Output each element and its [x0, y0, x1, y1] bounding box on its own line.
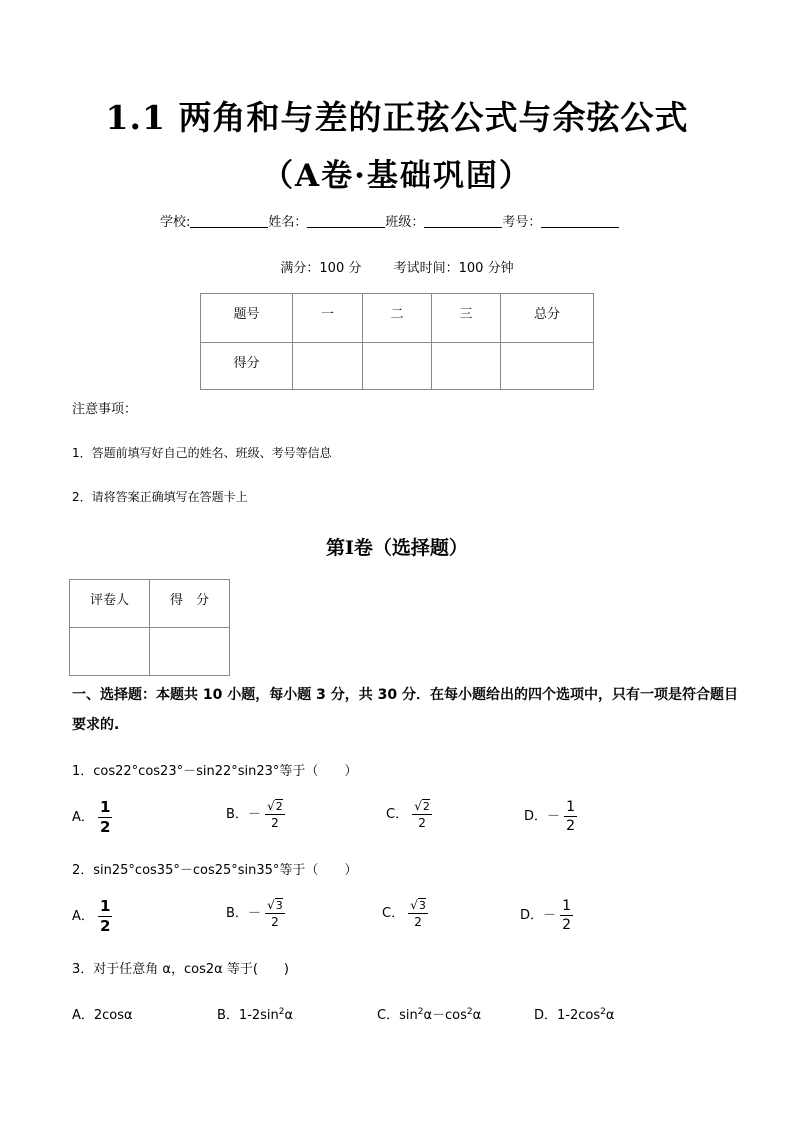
note-item: 2．请将答案正确填写在答题卡上 [72, 490, 248, 504]
score-input-cell[interactable] [501, 343, 594, 390]
sqrt-symbol: √3 [267, 898, 283, 912]
score-table-header-cell: 二 [363, 294, 432, 343]
numerator [408, 899, 428, 914]
denominator: 2 [100, 917, 111, 935]
numerator: 1 [562, 898, 572, 914]
denominator: 2 [414, 915, 422, 929]
name-blank[interactable] [307, 214, 385, 228]
numerator [265, 800, 285, 815]
school-label: 学校: [160, 215, 191, 230]
option-label: C． [386, 807, 409, 822]
sqrt-symbol: √2 [267, 799, 283, 813]
school-blank[interactable] [190, 214, 268, 228]
exponent: 2 [278, 1007, 285, 1017]
option-c[interactable] [377, 1004, 481, 1023]
option-b[interactable] [226, 899, 285, 928]
option-label: A． [72, 909, 94, 924]
section-title: 第Ⅰ卷（选择题） [326, 537, 468, 559]
option-text: B．1-2sin [217, 1008, 279, 1023]
question-stem: 2．sin25°cos35°－cos25°sin35°等于（ ） [72, 863, 358, 878]
fraction [98, 899, 112, 934]
radicand: 2 [422, 800, 430, 813]
option-d[interactable] [534, 1004, 614, 1023]
option-b[interactable] [217, 1004, 293, 1023]
denominator: 2 [271, 816, 279, 830]
option-text: α [605, 1008, 615, 1023]
fraction [412, 800, 432, 829]
denominator: 2 [271, 915, 279, 929]
option-b[interactable] [226, 800, 285, 829]
option-text: α [472, 1008, 482, 1023]
note-item: 1．答题前填写好自己的姓名、班级、考号等信息 [72, 446, 332, 460]
score-input-cell[interactable] [432, 343, 501, 390]
option-d[interactable] [520, 899, 573, 932]
question-stem: 1．cos22°cos23°－sin22°sin23°等于（ ） [72, 764, 358, 779]
radicand: 2 [275, 800, 283, 813]
option-label: B．－ [226, 906, 261, 921]
option-text: α [284, 1008, 294, 1023]
numerator [412, 800, 432, 815]
score-table-header-cell: 题号 [201, 294, 293, 343]
score-row-label: 得分 [201, 343, 293, 390]
denominator: 2 [100, 818, 111, 836]
student-info-line [160, 211, 619, 230]
score-input-cell[interactable] [293, 343, 363, 390]
option-label: D．－ [524, 809, 561, 824]
option-text: D．1-2cos [534, 1008, 601, 1023]
score-table [200, 293, 594, 390]
fraction [560, 899, 573, 932]
exponent: 2 [466, 1007, 473, 1017]
class-blank[interactable] [424, 214, 502, 228]
score-time-line [0, 257, 794, 276]
document-title: 1.1 两角和与差的正弦公式与余弦公式 [105, 98, 689, 137]
exam-no-blank[interactable] [541, 214, 619, 228]
exam-time: 考试时间：100 分钟 [393, 261, 514, 276]
fraction [408, 899, 428, 928]
option-label: C． [382, 906, 405, 921]
part-instructions: 一、选择题：本题共 10 小题，每小题 3 分，共 30 分．在每小题给出的四个选项中，只有一项是符合题目 [72, 687, 738, 703]
sqrt-symbol: √2 [414, 799, 430, 813]
option-c[interactable] [386, 800, 432, 829]
numerator [265, 899, 285, 914]
option-a[interactable]: A．2cosα [72, 1008, 133, 1023]
score-table-header-cell: 总分 [501, 294, 594, 343]
option-text: C．sin [377, 1008, 418, 1023]
radicand: 3 [418, 899, 426, 912]
exponent: 2 [600, 1007, 606, 1017]
option-label: D．－ [520, 908, 557, 923]
grader-table [69, 579, 230, 676]
full-score: 满分：100 分 [280, 261, 362, 276]
document-subtitle: （A卷·基础巩固） [262, 158, 532, 194]
option-a[interactable] [72, 899, 112, 934]
option-text: α－cos [423, 1008, 467, 1023]
name-label: 姓名： [268, 215, 308, 230]
option-d[interactable] [524, 800, 577, 833]
option-label: B．－ [226, 807, 261, 822]
numerator: 1 [566, 799, 576, 815]
fraction [98, 800, 112, 835]
grader-label: 评卷人 [70, 580, 150, 628]
grader-input-cell[interactable] [70, 628, 150, 676]
exam-no-label: 考号： [502, 215, 542, 230]
score-input-cell[interactable] [363, 343, 432, 390]
denominator: 2 [566, 818, 576, 834]
numerator: 1 [100, 897, 111, 915]
question-stem: 3．对于任意角 α，cos2α 等于( ) [72, 962, 289, 977]
option-a[interactable] [72, 800, 112, 835]
radicand: 3 [275, 899, 283, 912]
denominator: 2 [418, 816, 426, 830]
denominator: 2 [562, 917, 572, 933]
grader-score-label: 得 分 [150, 580, 230, 628]
score-table-header-cell: 三 [432, 294, 501, 343]
fraction [265, 899, 285, 928]
exponent: 2 [417, 1007, 424, 1017]
fraction [564, 800, 577, 833]
sqrt-symbol: √3 [410, 898, 426, 912]
option-c[interactable] [382, 899, 428, 928]
part-instructions-cont: 要求的. [72, 717, 120, 733]
score-table-header-cell: 一 [293, 294, 363, 343]
option-label: A． [72, 810, 94, 825]
numerator: 1 [100, 798, 111, 816]
notes-heading: 注意事项： [72, 402, 138, 417]
class-label: 班级： [385, 215, 425, 230]
fraction [265, 800, 285, 829]
grader-input-cell[interactable] [150, 628, 230, 676]
